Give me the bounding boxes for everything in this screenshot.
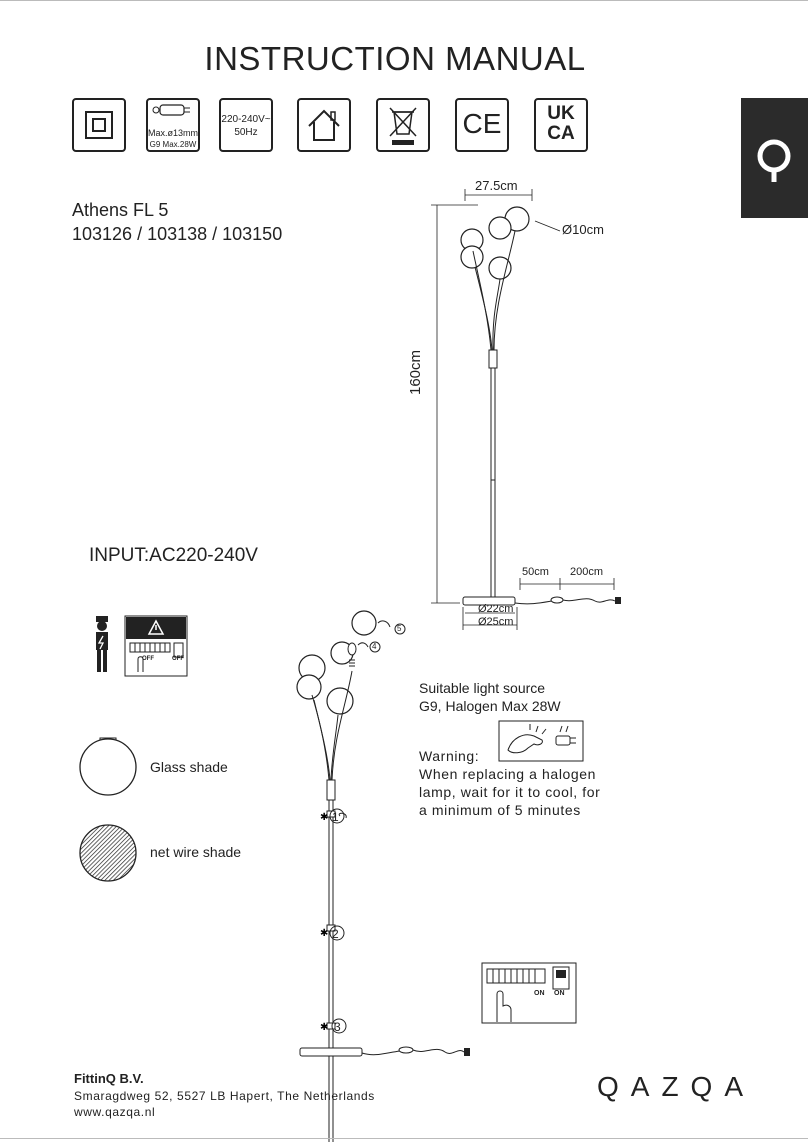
qazqa-q-icon <box>741 98 808 218</box>
disconnect-power-warning <box>90 614 190 678</box>
light-source-info <box>419 679 561 715</box>
warning-text <box>419 765 600 819</box>
top-rule <box>0 0 808 1</box>
indoor-use-icon <box>297 98 351 152</box>
product-name: Athens FL 5 <box>72 200 169 220</box>
bottom-rule <box>0 1138 808 1139</box>
ukca-line1: UK <box>547 103 575 124</box>
off-label-2: OFF <box>172 656 184 662</box>
ukca-line2: CA <box>547 123 575 144</box>
warning-line2: lamp, wait for it to cool, for <box>419 784 601 800</box>
cable-length-1: 50cm <box>522 566 549 578</box>
glass-shade-icon <box>80 739 136 795</box>
height-dimension: 160cm <box>407 349 424 395</box>
company-website[interactable]: www.qazqa.nl <box>74 1105 156 1119</box>
electrician-icon <box>96 616 108 672</box>
base-diameter-large: Ø25cm <box>478 616 514 628</box>
brand-tab <box>741 98 808 218</box>
off-label-1: OFF <box>142 656 154 662</box>
assembly-drawing <box>290 605 480 1080</box>
bulb-type-text: G9 Max.28W <box>149 140 197 149</box>
on-label-2: ON <box>554 990 565 997</box>
switch-off-icon <box>125 616 187 676</box>
ukca-mark-icon <box>534 98 588 152</box>
cable-length-2: 200cm <box>570 566 604 578</box>
shade-options <box>78 737 138 877</box>
company-name: FittinQ B.V. <box>74 1071 144 1086</box>
ce-text: CE <box>462 108 502 139</box>
bulb-max-text: Max.ø13mm <box>148 128 199 138</box>
assembly-step-1: 1 <box>332 810 339 824</box>
qazqa-logo: QAZQA <box>597 1071 756 1102</box>
base-diameter-small: Ø22cm <box>478 603 514 615</box>
company-address: Smaragdweg 52, 5527 LB Hapert, The Netherlands <box>74 1089 375 1103</box>
assembly-step-4: 4 <box>372 642 377 651</box>
svg-text:✱: ✱ <box>320 812 329 823</box>
on-label-1: ON <box>534 990 545 997</box>
svg-text:✱: ✱ <box>320 1022 329 1033</box>
product-codes: 103126 / 103138 / 103150 <box>72 224 283 244</box>
warning-line3: a minimum of 5 minutes <box>419 802 581 818</box>
warning-line1: When replacing a halogen <box>419 766 597 782</box>
assembly-step-5: 5 <box>397 624 402 633</box>
input-voltage-label: INPUT:AC220-240V <box>89 545 258 566</box>
assembly-step-3: 3 <box>334 1020 341 1034</box>
weee-bin-icon <box>376 98 430 152</box>
class-ii-insulation-icon <box>72 98 126 152</box>
product-info <box>72 198 282 246</box>
ce-mark-icon <box>455 98 509 152</box>
voltage-line2: 50Hz <box>234 127 258 138</box>
shade-diameter-dimension: Ø10cm <box>562 222 604 237</box>
svg-text:✱: ✱ <box>320 928 329 939</box>
voltage-line1: 220-240V~ <box>221 114 271 125</box>
glass-shade-label: Glass shade <box>150 759 228 775</box>
page-title: INSTRUCTION MANUAL <box>204 40 586 77</box>
net-wire-shade-icon <box>80 825 136 881</box>
net-wire-shade-label: net wire shade <box>150 844 242 860</box>
warning-label: Warning: <box>419 748 480 764</box>
voltage-icon <box>219 98 273 152</box>
width-dimension: 27.5cm <box>475 178 518 193</box>
g9-bulb-icon <box>146 98 200 152</box>
assembly-step-2: 2 <box>332 927 339 941</box>
hot-bulb-warning-icon <box>498 720 584 762</box>
light-source-line1: Suitable light source <box>419 680 546 696</box>
light-source-line2: G9, Halogen Max 28W <box>419 698 561 714</box>
